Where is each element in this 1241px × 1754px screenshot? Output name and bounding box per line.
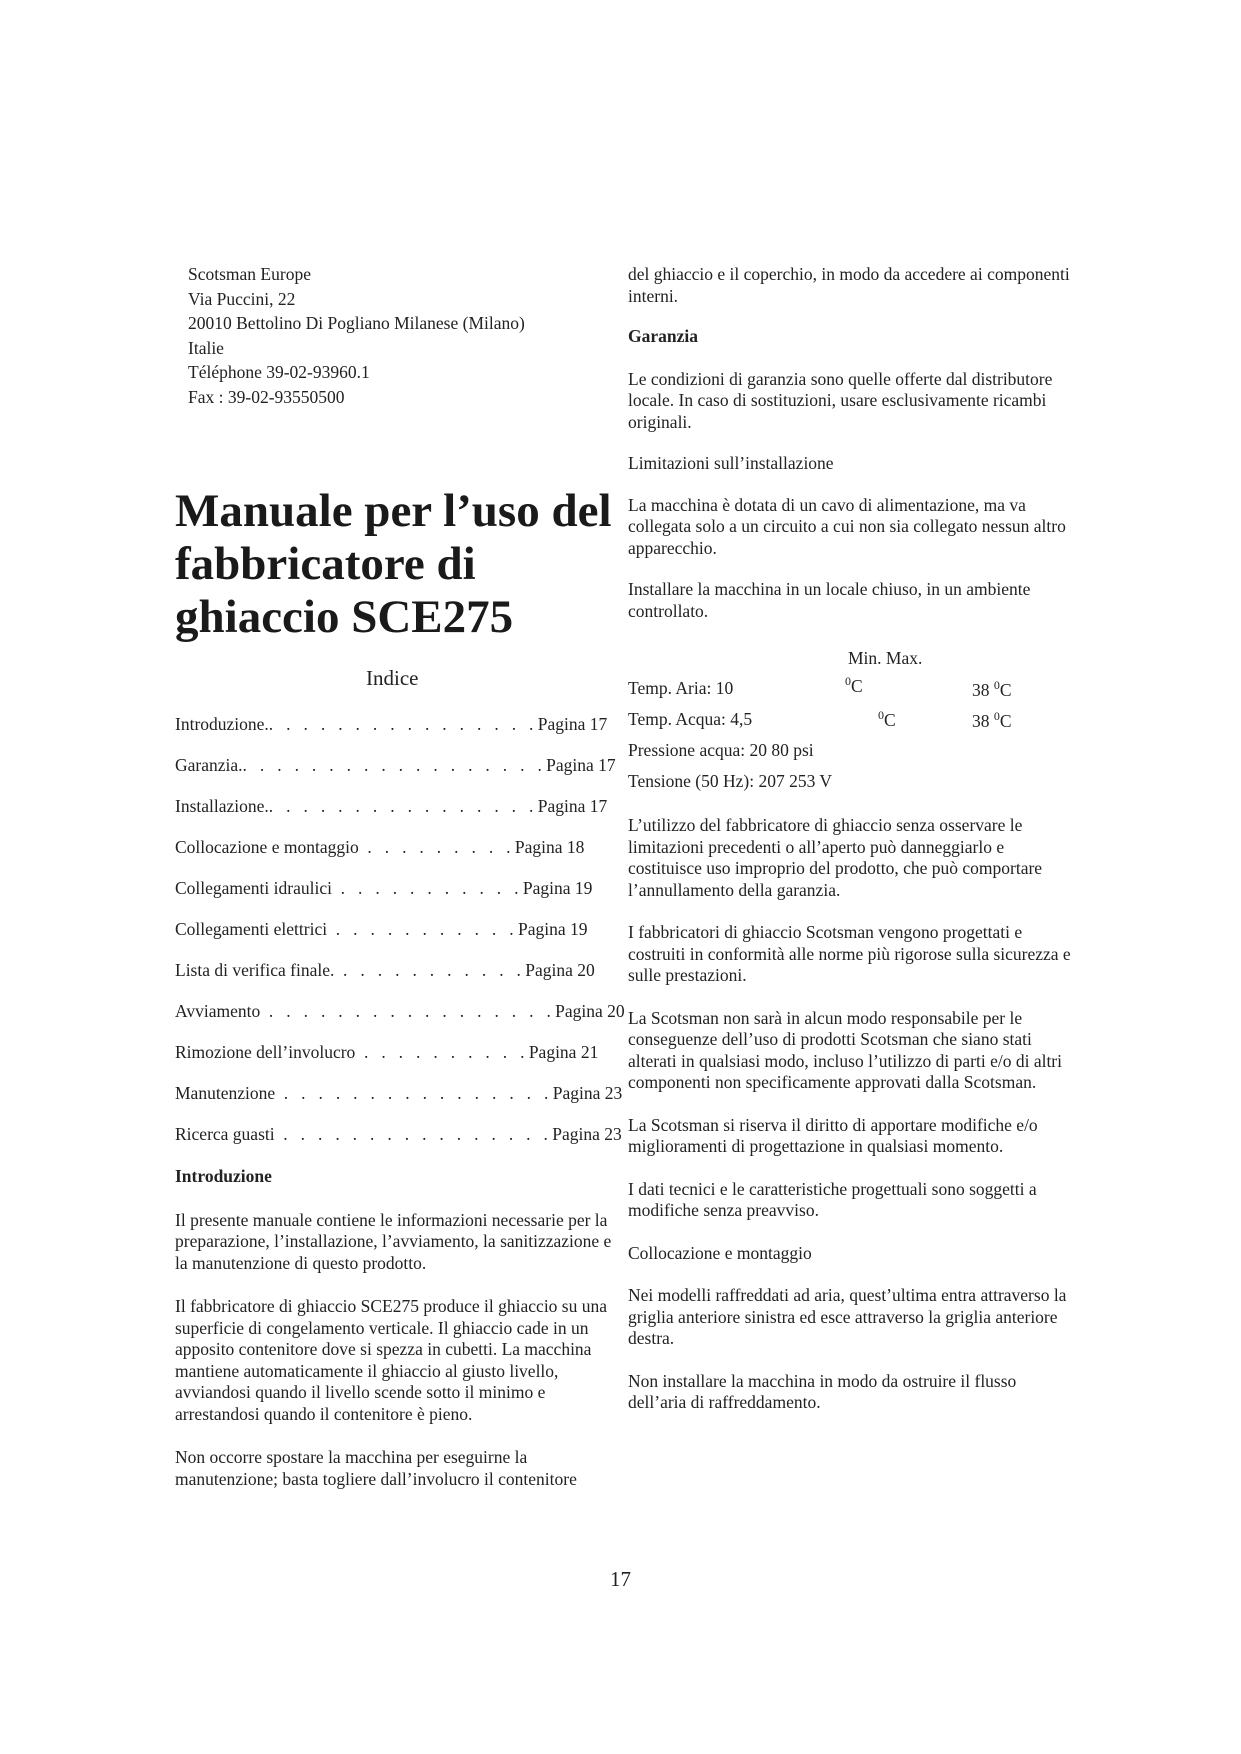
liability-paragraph: La Scotsman non sarà in alcun modo responsabile per le conseguenze dell’uso di prodotti Scotsman che siano stati alterati in qualsiasi modo, incluso l’utilizzo di parti e/o di altri componenti non specificamente approvati dalla Scotsman. <box>628 1007 1062 1092</box>
toc-item[interactable] <box>175 796 608 817</box>
spec-air-label: Temp. Aria: 10 <box>628 678 734 698</box>
spec-water-min-unit: $^0$C <box>878 708 896 730</box>
spec-header: Min. Max. <box>848 648 923 668</box>
toc-item-leader: . . . . . . . . . . . . . . . . <box>275 1083 553 1103</box>
intro-paragraph-3: Non occorre spostare la macchina per eseguirne la manutenzione; basta togliere dall’involucro il contenitore <box>175 1447 577 1489</box>
toc-item-page: Pagina 17 <box>537 796 608 816</box>
toc-item[interactable] <box>175 878 595 899</box>
address-fax: Fax : 39-02-93550500 <box>188 386 345 407</box>
toc-item-page: Pagina 19 <box>517 919 588 939</box>
toc-item-leader: . . . . . . . . . . . . . . . . . <box>260 1001 556 1021</box>
toc-item-leader: . . . . . . . . . . . . . . . . <box>268 714 538 734</box>
design-paragraph: I fabbricatori di ghiaccio Scotsman vengono progettati e costruiti in conformità alle norme più rigorose sulla sicurezza e sulle prestazioni. <box>628 922 1071 985</box>
toc-item-label: Installazione. <box>175 796 269 816</box>
toc-item-leader: . . . . . . . . . <box>358 837 515 857</box>
toc-item-leader: . . . . . . . . . . . <box>331 878 523 898</box>
address-street: Via Puccini, 22 <box>188 288 296 309</box>
toc-item-leader: . . . . . . . . . . . . . . . . <box>274 1124 553 1144</box>
spec-air-min-unit: $^0$C <box>845 674 863 696</box>
rights-paragraph: La Scotsman si riserva il diritto di apportare modifiche e/o miglioramenti di progettazione in qualsiasi momento. <box>628 1114 1038 1156</box>
toc-item-label: Rimozione dell’involucro <box>175 1042 356 1062</box>
toc-item-page: Pagina 17 <box>537 714 608 734</box>
toc-item-label: Collegamenti idraulici <box>175 878 332 898</box>
collocazione-heading: Collocazione e montaggio <box>628 1242 812 1263</box>
toc-item-leader: . . . . . . . . . . . . . . . . . . <box>242 755 547 775</box>
intro-paragraph-2: Il fabbricatore di ghiaccio SCE275 produce il ghiaccio su una superficie di congelamento verticale. Il ghiaccio cade in un apposito contenitore dove si spezza in cubetti. La macchina mantiene automaticamente il ghiaccio al giusto livello, avviandosi quando il livello scende sotto il minimo e arrestandosi quando il contenitore è pieno. <box>175 1296 608 1424</box>
toc-item[interactable] <box>175 755 616 776</box>
toc-item-page: Pagina 19 <box>522 878 593 898</box>
use-paragraph: L’utilizzo del fabbricatore di ghiaccio senza osservare le limitazioni precedenti o all’aperto può danneggiarlo e costituisce uso improprio del prodotto, che può comportare l’annullamento della garanzia. <box>628 815 1043 900</box>
toc-item-page: Pagina 20 <box>525 960 595 980</box>
toc-item-label: Lista di verifica finale. <box>175 960 335 980</box>
right-column-bottom <box>628 815 1078 1414</box>
intro-paragraph-1: Il presente manuale contiene le informazioni necessarie per la preparazione, l’installazione, l’avviamento, la sanitizzazione e la manutenzione di questo prodotto. <box>175 1209 612 1273</box>
limitazioni-paragraph-1: La macchina è dotata di un cavo di alimentazione, ma va collegata solo a un circuito a cui non sia collegato nessun altro apparecchio. <box>628 494 1066 558</box>
toc-item[interactable] <box>175 1083 623 1104</box>
address-company: Scotsman Europe <box>188 264 311 284</box>
toc-item[interactable] <box>175 714 608 735</box>
page-title <box>175 485 635 644</box>
toc-item-label: Avviamento <box>175 1001 261 1021</box>
page-number: 17 <box>610 1567 631 1591</box>
right-column-top <box>628 264 1078 622</box>
address-phone: Téléphone 39-02-93960.1 <box>188 362 370 382</box>
toc-item-page: Pagina 23 <box>552 1124 622 1144</box>
limitazioni-heading: Limitazioni sull’installazione <box>628 453 834 473</box>
toc-item[interactable] <box>175 1001 625 1022</box>
toc-item-page: Pagina 17 <box>546 755 616 775</box>
toc-item-page: Pagina 21 <box>528 1042 599 1062</box>
toc-item[interactable] <box>175 919 595 940</box>
toc-item[interactable] <box>175 1124 622 1145</box>
spec-pressure: Pressione acqua: 20 80 psi <box>628 740 814 760</box>
limitazioni-paragraph-2: Installare la macchina in un locale chiuso, in un ambiente controllato. <box>628 579 1031 621</box>
intro-heading: Introduzione <box>175 1166 272 1186</box>
address-city: 20010 Bettolino Di Pogliano Milanese (Milano) <box>188 313 525 333</box>
toc-item-leader: . . . . . . . . . . . <box>327 919 518 939</box>
toc-item-label: Manutenzione <box>175 1083 276 1103</box>
collocazione-paragraph-2: Non installare la macchina in modo da ostruire il flusso dell’aria di raffreddamento. <box>628 1370 1017 1412</box>
garanzia-heading: Garanzia <box>628 326 698 346</box>
toc-heading: Indice <box>366 666 419 690</box>
spec-water-max: 38 $^0$C <box>972 709 1012 731</box>
toc-item-label: Collocazione e montaggio <box>175 837 359 857</box>
toc-item-leader: . . . . . . . . . . . . . . . . <box>268 796 538 816</box>
intro-section <box>175 1166 615 1490</box>
toc-item-leader: . . . . . . . . . . <box>355 1042 529 1062</box>
address-block <box>188 262 608 409</box>
continued-paragraph: del ghiaccio e il coperchio, in modo da accedere ai componenti interni. <box>628 264 1070 306</box>
toc-item-page: Pagina 18 <box>514 837 585 857</box>
spec-voltage: Tensione (50 Hz): 207 253 V <box>628 771 833 791</box>
spec-water-label: Temp. Acqua: 4,5 <box>628 709 753 729</box>
address-country: Italie <box>188 337 224 358</box>
spec-air-max: 38 $^0$C <box>972 678 1012 700</box>
title-line-1: Manuale per l’uso del <box>175 485 612 537</box>
toc-item-label: Collegamenti elettrici <box>175 919 328 939</box>
toc-item[interactable] <box>175 1042 599 1063</box>
title-line-2: fabbricatore di <box>175 538 476 590</box>
toc-item-page: Pagina 20 <box>555 1001 625 1021</box>
toc-item-label: Ricerca guasti <box>175 1124 275 1144</box>
garanzia-text: Le condizioni di garanzia sono quelle offerte dal distributore locale. In caso di sostituzioni, usare esclusivamente ricambi originali. <box>628 368 1053 432</box>
specs-paragraph: I dati tecnici e le caratteristiche progettuali sono soggetti a modifiche senza preavviso. <box>628 1178 1037 1220</box>
toc-item[interactable] <box>175 837 595 858</box>
collocazione-paragraph-1: Nei modelli raffreddati ad aria, quest’ultima entra attraverso la griglia anteriore sinistra ed esce attraverso la griglia anteriore destra. <box>628 1285 1067 1348</box>
toc-item-label: Garanzia. <box>175 755 243 775</box>
toc-item-label: Introduzione. <box>175 714 269 734</box>
toc-item-leader: . . . . . . . . . . . <box>334 960 526 980</box>
degree-sup: 0 <box>845 674 851 688</box>
toc-item-page: Pagina 23 <box>552 1083 623 1103</box>
title-line-3: ghiaccio SCE275 <box>175 591 514 643</box>
toc-item[interactable] <box>175 960 595 981</box>
